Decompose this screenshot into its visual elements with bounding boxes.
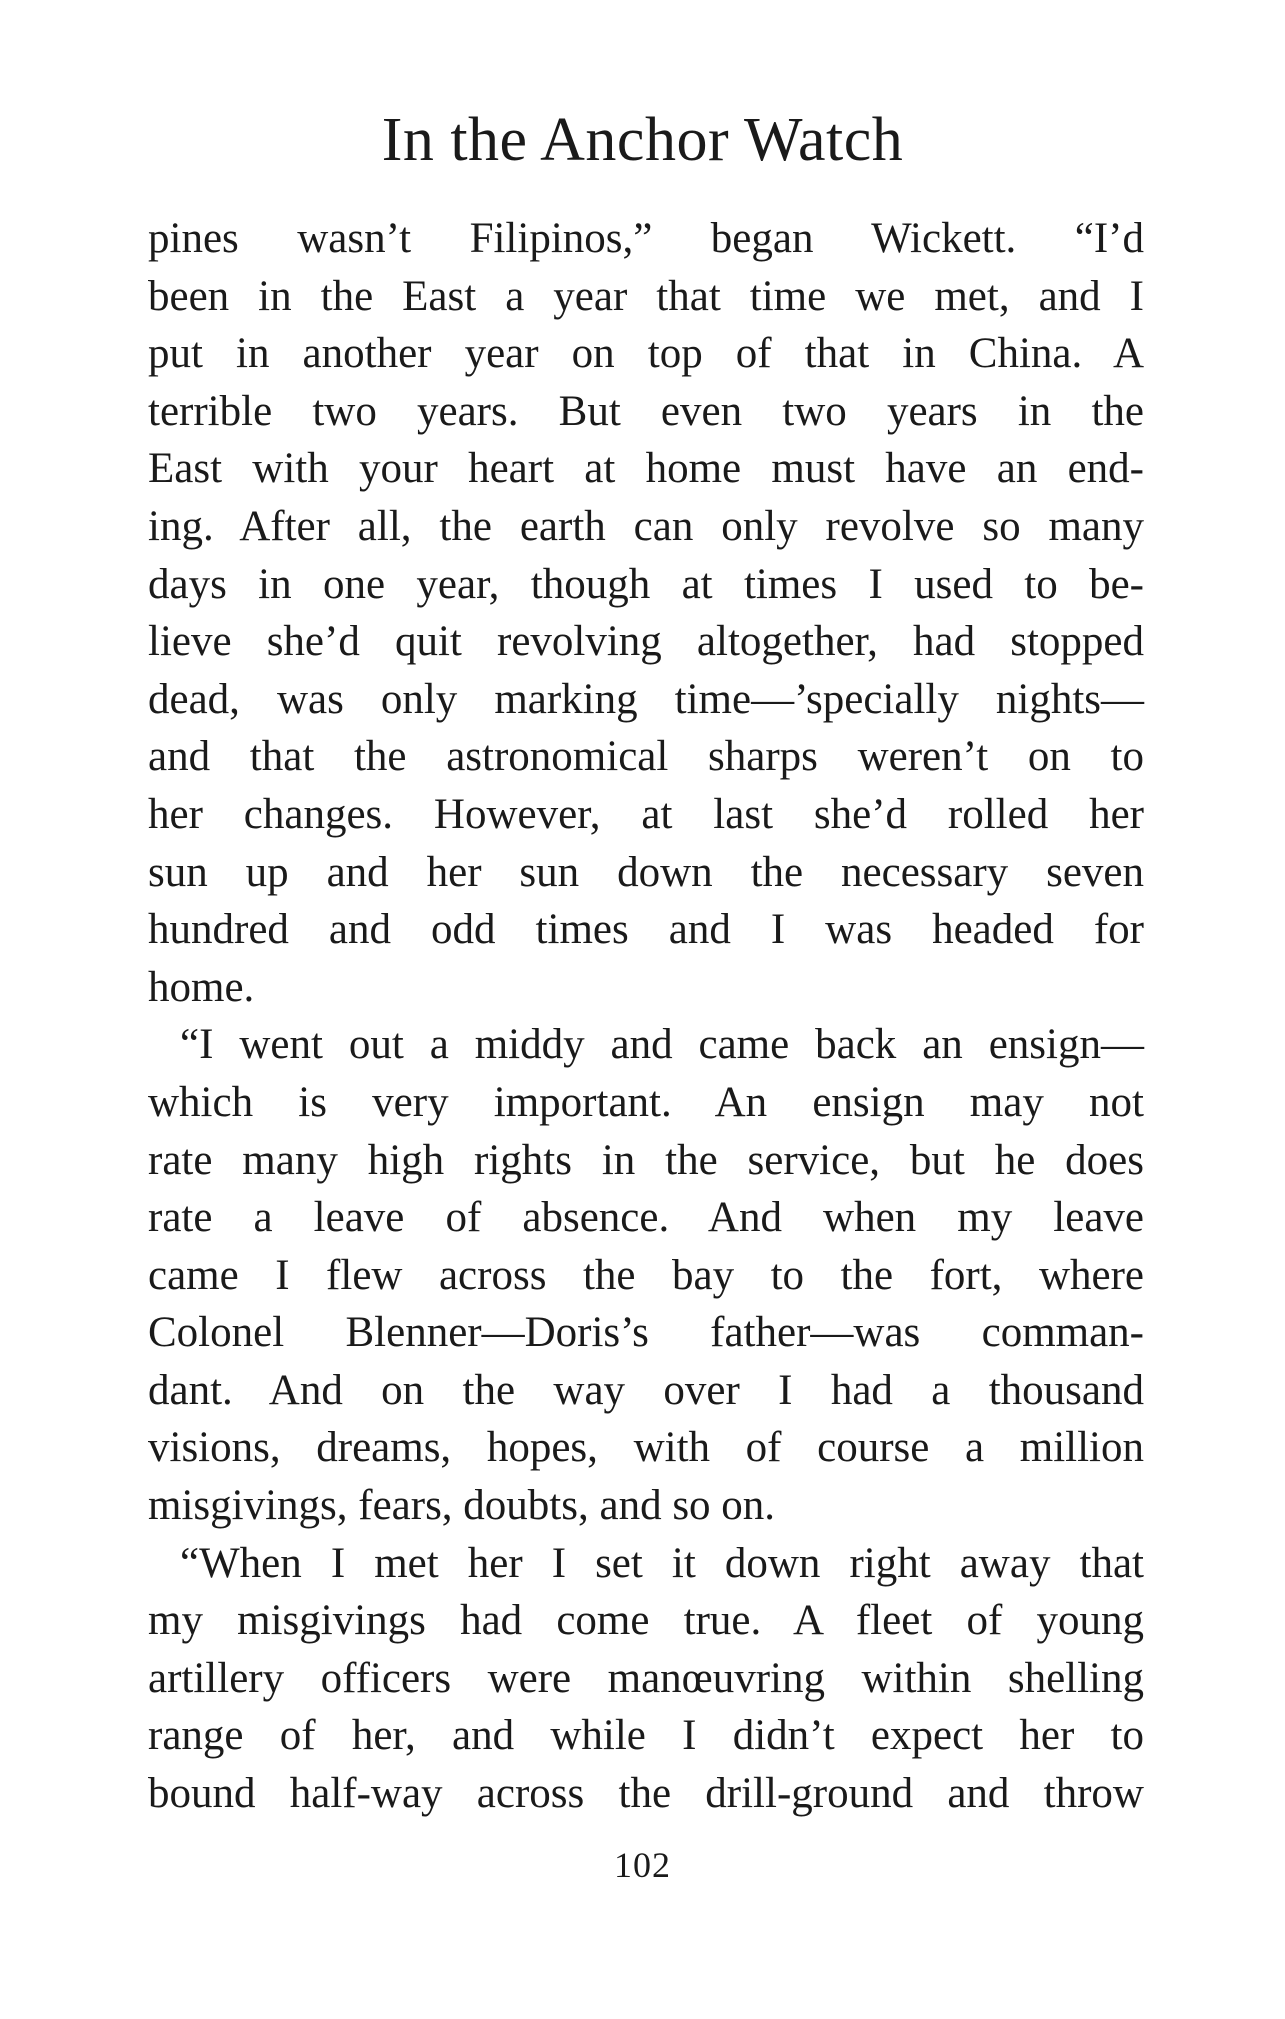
text-line: sun up and her sun down the necessary seven [148, 848, 1144, 896]
text-line: which is very important. An ensign may not [148, 1078, 1144, 1126]
paragraph-end-line: home. [148, 963, 255, 1011]
text-line: Colonel Blenner—Doris’s father—was comman- [148, 1309, 1144, 1357]
text-line: terrible two years. But even two years in the [148, 387, 1144, 435]
text-line: artillery officers were manœuvring within shelling [148, 1654, 1144, 1702]
paragraph-start-line: “I went out a middy and came back an ensign— [180, 1021, 1144, 1069]
text-line: put in another year on top of that in China. A [148, 330, 1144, 378]
text-line: and that the astronomical sharps weren’t on to [148, 733, 1144, 781]
text-line: dead, was only marking time—’specially nights— [148, 675, 1144, 723]
text-line: days in one year, though at times I used to be- [148, 560, 1144, 608]
text-line: visions, dreams, hopes, with of course a million [148, 1424, 1144, 1472]
text-line: lieve she’d quit revolving altogether, had stopped [148, 618, 1144, 666]
text-line: rate many high rights in the service, but he does [148, 1136, 1144, 1184]
text-line: my misgivings had come true. A fleet of young [148, 1597, 1144, 1645]
running-head: In the Anchor Watch [381, 106, 904, 174]
text-line: pines wasn’t Filipinos,” began Wickett. “I’d [148, 215, 1144, 262]
text-line: rate a leave of absence. And when my leave [148, 1194, 1144, 1242]
paragraph-end-line: misgivings, fears, doubts, and so on. [148, 1482, 776, 1530]
text-line: dant. And on the way over I had a thousand [148, 1366, 1144, 1414]
text-line: came I flew across the bay to the fort, where [148, 1251, 1144, 1299]
text-line: hundred and odd times and I was headed for [148, 906, 1144, 954]
text-line: range of her, and while I didn’t expect her to [148, 1712, 1144, 1760]
text-line: ing. After all, the earth can only revolve so many [148, 502, 1144, 550]
text-line: been in the East a year that time we met, and I [148, 272, 1144, 320]
text-line: her changes. However, at last she’d rolled her [148, 790, 1144, 838]
page-number: 102 [614, 1845, 671, 1885]
body-text [148, 210, 1144, 1823]
text-line: East with your heart at home must have an end- [148, 445, 1144, 493]
paragraph-start-line: “When I met her I set it down right away that [180, 1539, 1144, 1587]
text-line: bound half-way across the drill-ground and throw [148, 1770, 1144, 1818]
